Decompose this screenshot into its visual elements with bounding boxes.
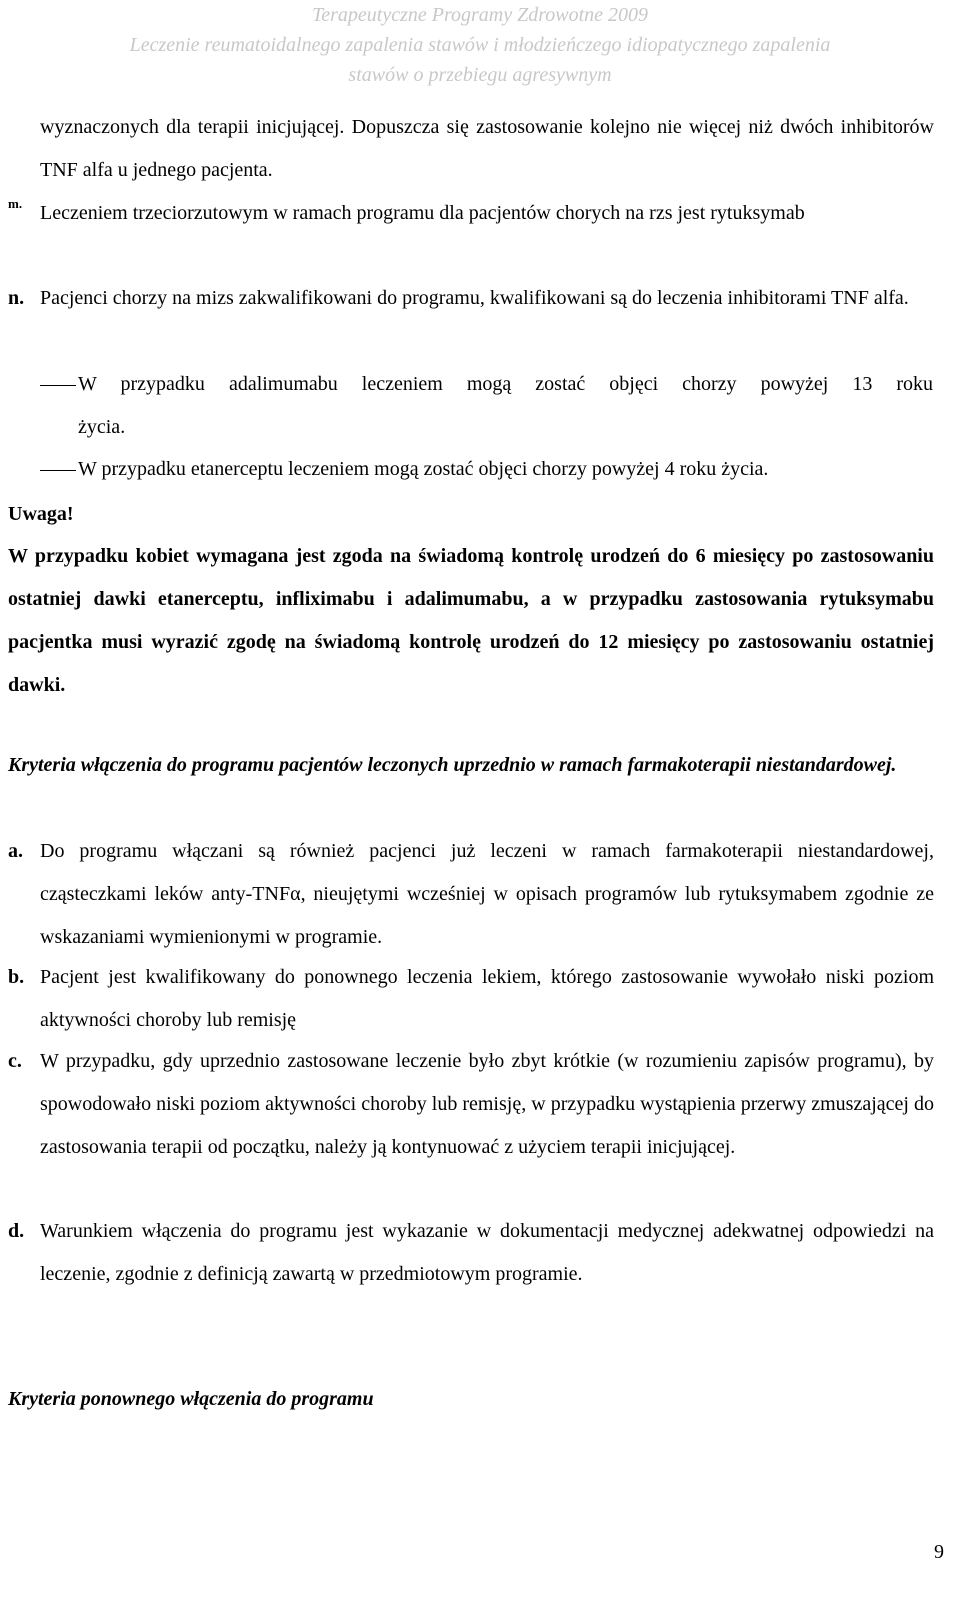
list-marker-c: c. <box>8 1050 22 1072</box>
dash-item-adalimumab-continuation: życia. <box>78 416 126 438</box>
note-label: Uwaga! <box>8 503 74 525</box>
section-heading-nonstandard-therapy: Kryteria włączenia do programu pacjentów leczonych uprzednio w ramach farmakoterapii niestandardowej. <box>8 754 897 776</box>
dash-bullet <box>40 470 76 471</box>
list-item-c: W przypadku, gdy uprzednio zastosowane leczenie było zbyt krótkie (w rozumieniu zapisów programu), by spowodowało niski poziom aktywności choroby lub remisję, w przypadku wystąpienia przerwy zmuszającej do zastosowania terapii od początku, należy ją kontynuować z użyciem terapii inicjującej. <box>40 1050 934 1158</box>
list-item-a: Do programu włączani są również pacjenci już leczeni w ramach farmakoterapii niestandardowej, cząsteczkami leków anty-TNFα, nieujętymi wcześniej w opisach programów lub rytuksymabem zgodnie ze wskazaniami wymienionymi w programie. <box>40 840 934 948</box>
header-subtitle-line1: Leczenie reumatoidalnego zapalenia stawów i młodzieńczego idiopatycznego zapalenia <box>129 34 831 56</box>
dash-item-etanercept: W przypadku etanerceptu leczeniem mogą zostać objęci chorzy powyżej 4 roku życia. <box>78 458 769 480</box>
list-item-d: Warunkiem włączenia do programu jest wykazanie w dokumentacji medycznej adekwatnej odpowiedzi na leczenie, zgodnie z definicją zawartą w przedmiotowym programie. <box>40 1220 934 1285</box>
page-number: 9 <box>934 1541 944 1563</box>
list-item-b: Pacjent jest kwalifikowany do ponownego leczenia lekiem, którego zastosowanie wywołało niski poziom aktywności choroby lub remisję <box>40 966 934 1031</box>
header-subtitle-line2: stawów o przebiegu agresywnym <box>348 64 612 86</box>
header-title: Terapeutyczne Programy Zdrowotne 2009 <box>311 4 649 26</box>
page-header <box>0 0 960 90</box>
list-marker-a: a. <box>8 840 23 862</box>
list-marker-n: n. <box>8 287 25 309</box>
intro-paragraph: wyznaczonych dla terapii inicjującej. Dopuszcza się zastosowanie kolejno nie więcej niż dwóch inhibitorów TNF alfa u jednego pacjenta. <box>40 116 934 181</box>
dash-bullet <box>40 385 76 386</box>
note-paragraph: W przypadku kobiet wymagana jest zgoda na świadomą kontrolę urodzeń do 6 miesięcy po zastosowaniu ostatniej dawki etanerceptu, infliximabu i adalimumabu, a w przypadku zastosowania rytuksymabu pacjentka musi wyrazić zgodę na świadomą kontrolę urodzeń do 12 miesięcy po zastosowaniu ostatniej dawki. <box>8 545 934 696</box>
list-marker-d: d. <box>8 1220 25 1242</box>
list-item-m: Leczeniem trzeciorzutowym w ramach programu dla pacjentów chorych na rzs jest rytuksymab <box>40 202 805 224</box>
list-marker-m: m. <box>8 196 23 211</box>
list-marker-b: b. <box>8 966 25 988</box>
list-item-n: Pacjenci chorzy na mizs zakwalifikowani do programu, kwalifikowani są do leczenia inhibitorami TNF alfa. <box>40 287 909 309</box>
section-heading-readmission: Kryteria ponownego włączenia do programu <box>8 1388 374 1410</box>
dash-item-adalimumab: W przypadku adalimumabu leczeniem mogą zostać objęci chorzy powyżej 13 roku <box>78 373 933 395</box>
